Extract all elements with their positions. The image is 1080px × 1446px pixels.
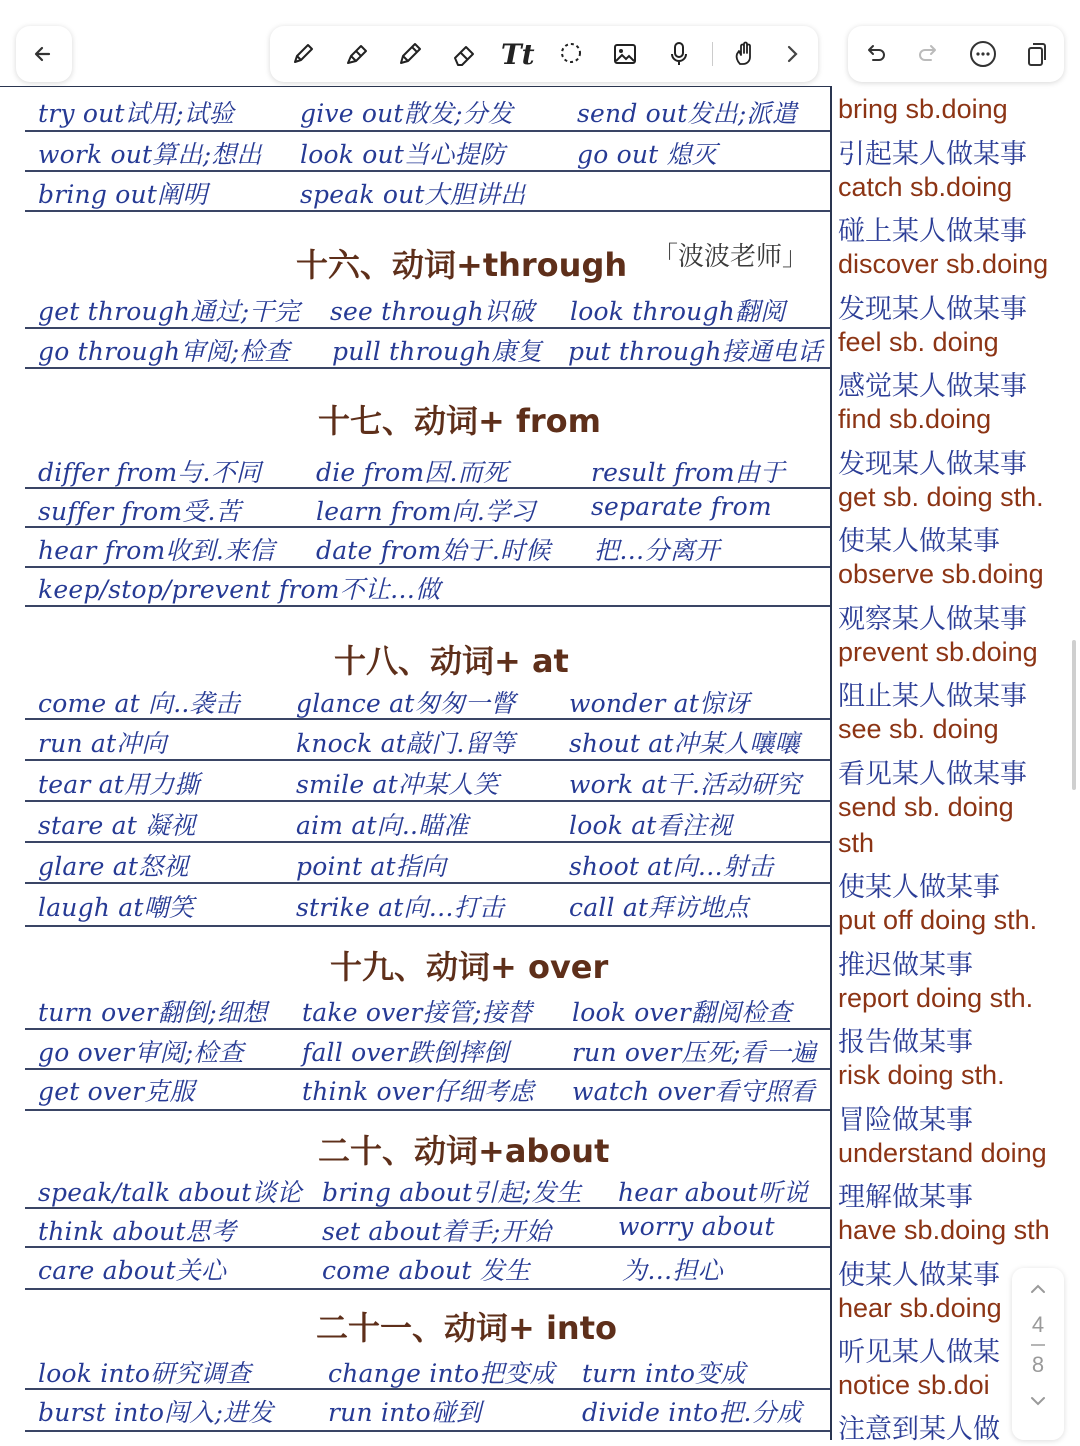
- phrase: knock at敲门.留等: [296, 729, 515, 758]
- current-page: 4: [1031, 1312, 1045, 1337]
- column-divider: [830, 86, 832, 1440]
- phrase-en: send sb. doing: [838, 792, 1014, 822]
- phrase: send out发出;派遣: [577, 99, 797, 128]
- phrase: result from由于: [591, 458, 786, 487]
- ruled-line: [25, 566, 830, 568]
- phrase-zh: 使某人做某事: [838, 526, 1000, 557]
- ruled-line: [25, 1288, 830, 1290]
- lasso-icon[interactable]: [546, 29, 596, 79]
- ruled-line: [25, 925, 830, 927]
- ruled-line: [25, 759, 830, 761]
- section-heading: 十七、动词+ from: [318, 402, 601, 440]
- phrase: try out试用;试验: [38, 99, 235, 128]
- ruled-line: [25, 130, 830, 132]
- phrase: take over接管;接替: [302, 998, 532, 1027]
- phrase-en: bring sb.doing: [838, 94, 1008, 124]
- phrase: keep/stop/prevent from不让…做: [38, 575, 441, 604]
- phrase: speak/talk about谈论: [38, 1178, 302, 1207]
- ruled-line: [25, 170, 830, 172]
- ruled-line: [25, 1388, 830, 1390]
- phrase: work out算出;想出: [38, 140, 262, 169]
- phrase: hear about听说: [618, 1178, 809, 1207]
- phrase-zh: 引起某人做某事: [838, 139, 1027, 170]
- phrase: shout at冲某人嚷嚷: [569, 729, 800, 758]
- phrase-en: find sb.doing: [838, 404, 992, 434]
- phrase-zh: 推迟做某事: [838, 950, 973, 981]
- ruled-line: [25, 800, 830, 802]
- phrase-zh: 理解做某事: [838, 1182, 973, 1213]
- arrow-left-icon[interactable]: [16, 29, 72, 79]
- phrase: 把…分离开: [594, 536, 721, 565]
- ruled-line: [25, 327, 830, 329]
- phrase-en: report doing sth.: [838, 983, 1034, 1013]
- phrase-en: get sb. doing sth.: [838, 482, 1044, 512]
- phrase: strike at向…打击: [296, 893, 505, 922]
- phrase: tear at用力撕: [38, 770, 200, 799]
- phrase: wonder at惊讶: [569, 689, 750, 718]
- phrase: point at指向: [296, 852, 447, 881]
- page-navigator: [1012, 1268, 1064, 1440]
- text-tool-label: Tt: [500, 37, 535, 71]
- phrase: differ from与.不同: [38, 458, 262, 487]
- ruled-line: [25, 526, 830, 528]
- phrase-zh: 看见某人做某事: [838, 759, 1027, 790]
- page-top-rule: [0, 86, 830, 87]
- watermark-stamp: 「波波老师」: [652, 242, 809, 272]
- phrase-en: risk doing sth.: [838, 1060, 1005, 1090]
- phrase-en-cont: sth: [838, 828, 875, 858]
- phrase-zh: 听见某人做某: [838, 1337, 1000, 1368]
- phrase-zh: 注意到某人做: [838, 1414, 1000, 1445]
- phrase: give out散发;分发: [300, 99, 514, 128]
- phrase: run at冲向: [38, 729, 167, 758]
- phrase: put through接通电话: [568, 337, 823, 366]
- phrase: shoot at向…射击: [569, 852, 774, 881]
- image-icon[interactable]: [600, 29, 650, 79]
- phrase-en: notice sb.doi: [838, 1370, 990, 1400]
- phrase: go out 熄灭: [577, 140, 717, 169]
- phrase-zh: 碰上某人做某事: [838, 216, 1027, 247]
- phrase: think about思考: [38, 1217, 237, 1246]
- phrase-zh: 使某人做某事: [838, 1260, 1000, 1291]
- phrase-en: feel sb. doing: [838, 327, 999, 357]
- phrase-zh: 发现某人做某事: [838, 294, 1027, 325]
- phrase: turn over翻倒;细想: [38, 998, 268, 1027]
- phrase: pull through康复: [332, 337, 543, 366]
- phrase: come about 发生: [322, 1256, 531, 1285]
- phrase-zh: 报告做某事: [838, 1027, 973, 1058]
- phrase-en: observe sb.doing: [838, 559, 1044, 589]
- phrase: look into研究调查: [38, 1359, 251, 1388]
- phrase: set about着手;开始: [322, 1217, 551, 1246]
- phrase-en: see sb. doing: [838, 714, 999, 744]
- phrase: look out当心提防: [300, 140, 505, 169]
- ruled-line: [25, 1207, 830, 1209]
- undo-icon[interactable]: [850, 29, 900, 79]
- phrase: think over仔细考虑: [302, 1077, 535, 1106]
- phrase-en: hear sb.doing: [838, 1293, 1002, 1323]
- phrase: speak out大胆讲出: [300, 180, 526, 209]
- phrase: laugh at嘲笑: [38, 893, 195, 922]
- phrase-zh: 阻止某人做某事: [838, 681, 1027, 712]
- phrase: call at拜访地点: [569, 893, 749, 922]
- phrase: go over审阅;检查: [38, 1038, 244, 1067]
- section-heading: 二十一、动词+ into: [316, 1309, 617, 1347]
- hand-draw-icon[interactable]: [720, 29, 770, 79]
- phrase: look through翻阅: [570, 297, 786, 326]
- ruled-line: [25, 1028, 830, 1030]
- phrase: aim at向..瞄准: [296, 811, 469, 840]
- chevron-up-icon[interactable]: [1028, 1268, 1048, 1310]
- phrase: run over压死;看一遍: [572, 1038, 817, 1067]
- ruled-line: [25, 1246, 830, 1248]
- ruled-line: [25, 841, 830, 843]
- total-pages: 8: [1031, 1352, 1045, 1377]
- phrase: watch over看守照看: [572, 1077, 816, 1106]
- ruled-line: [25, 718, 830, 720]
- phrase: divide into把.分成: [582, 1398, 803, 1427]
- page-separator: [1031, 1344, 1045, 1346]
- section-heading: 二十、动词+about: [318, 1132, 610, 1170]
- ruled-line: [25, 882, 830, 884]
- phrase-zh: 使某人做某事: [838, 872, 1000, 903]
- phrase: smile at冲某人笑: [296, 770, 499, 799]
- phrase: stare at 凝视: [38, 811, 196, 840]
- phrase: learn from向.学习: [316, 497, 536, 526]
- ruled-line: [25, 1430, 830, 1432]
- phrase-zh: 发现某人做某事: [838, 449, 1027, 480]
- eraser-icon[interactable]: [439, 29, 489, 79]
- phrase-zh: 感觉某人做某事: [838, 371, 1027, 402]
- phrase: get over克服: [38, 1077, 195, 1106]
- phrase: hear from收到.来信: [38, 536, 275, 565]
- phrase: separate from: [591, 492, 772, 521]
- phrase-en: understand doing: [838, 1138, 1047, 1168]
- ruled-line: [25, 1109, 830, 1111]
- ruled-line: [25, 605, 830, 607]
- phrase: burst into闯入;进发: [38, 1398, 274, 1427]
- tool-palette: [270, 26, 818, 82]
- phrase-en: have sb.doing sth: [838, 1215, 1050, 1245]
- phrase: glance at匆匆一瞥: [296, 689, 516, 718]
- phrase: bring out阐明: [38, 180, 208, 209]
- phrase: come at 向..袭击: [38, 689, 240, 718]
- phrase-en: put off doing sth.: [838, 905, 1038, 935]
- phrase: see through识破: [330, 297, 535, 326]
- section-heading: 十九、动词+ over: [330, 948, 609, 986]
- phrase: suffer from受.苦: [38, 497, 241, 526]
- phrase: date from始于.时候: [316, 536, 551, 565]
- scrollbar[interactable]: [1072, 640, 1076, 790]
- document-actions: [848, 26, 1064, 82]
- phrase: change into把变成: [328, 1359, 555, 1388]
- chevron-down-icon[interactable]: [1028, 1380, 1048, 1422]
- phrase: worry about: [618, 1212, 775, 1241]
- phrase: work at干.活动研究: [569, 770, 801, 799]
- phrase-en: discover sb.doing: [838, 249, 1049, 279]
- section-heading: 十六、动词+through: [296, 246, 628, 284]
- phrase: look at看注视: [569, 811, 733, 840]
- back-pill: [16, 26, 72, 82]
- toolbar: [0, 0, 1080, 86]
- ruled-line: [25, 367, 830, 369]
- phrase: fall over跌倒摔倒: [302, 1038, 509, 1067]
- text-tool-icon[interactable]: [493, 29, 543, 79]
- ruled-line: [25, 210, 830, 212]
- phrase: bring about引起;发生: [322, 1178, 582, 1207]
- phrase: look over翻阅检查: [572, 998, 792, 1027]
- microphone-icon[interactable]: [654, 29, 704, 79]
- phrase: go through审阅;检查: [38, 337, 290, 366]
- phrase: die from因.而死: [316, 458, 509, 487]
- phrase: get through通过;干完: [38, 297, 300, 326]
- section-heading: 十八、动词+ at: [334, 642, 569, 680]
- phrase-zh: 冒险做某事: [838, 1105, 973, 1136]
- highlighter-icon[interactable]: [332, 29, 382, 79]
- phrase-en: prevent sb.doing: [838, 637, 1038, 667]
- redo-icon[interactable]: [904, 29, 954, 79]
- phrase: glare at怒视: [38, 852, 189, 881]
- phrase: run into碰到: [328, 1398, 482, 1427]
- pen-icon[interactable]: [278, 29, 328, 79]
- ruled-line: [25, 1068, 830, 1070]
- phrase: care about关心: [38, 1256, 227, 1285]
- chevron-right-icon[interactable]: [774, 29, 810, 79]
- more-icon[interactable]: [958, 29, 1008, 79]
- phrase-en: catch sb.doing: [838, 172, 1013, 202]
- pencil-icon[interactable]: [385, 29, 435, 79]
- phrase: 为…担心: [622, 1256, 723, 1285]
- pages-icon[interactable]: [1012, 29, 1062, 79]
- phrase: turn into变成: [582, 1359, 746, 1388]
- ruled-line: [25, 487, 830, 489]
- phrase-zh: 观察某人做某事: [838, 604, 1027, 635]
- toolbar-separator: [712, 42, 713, 66]
